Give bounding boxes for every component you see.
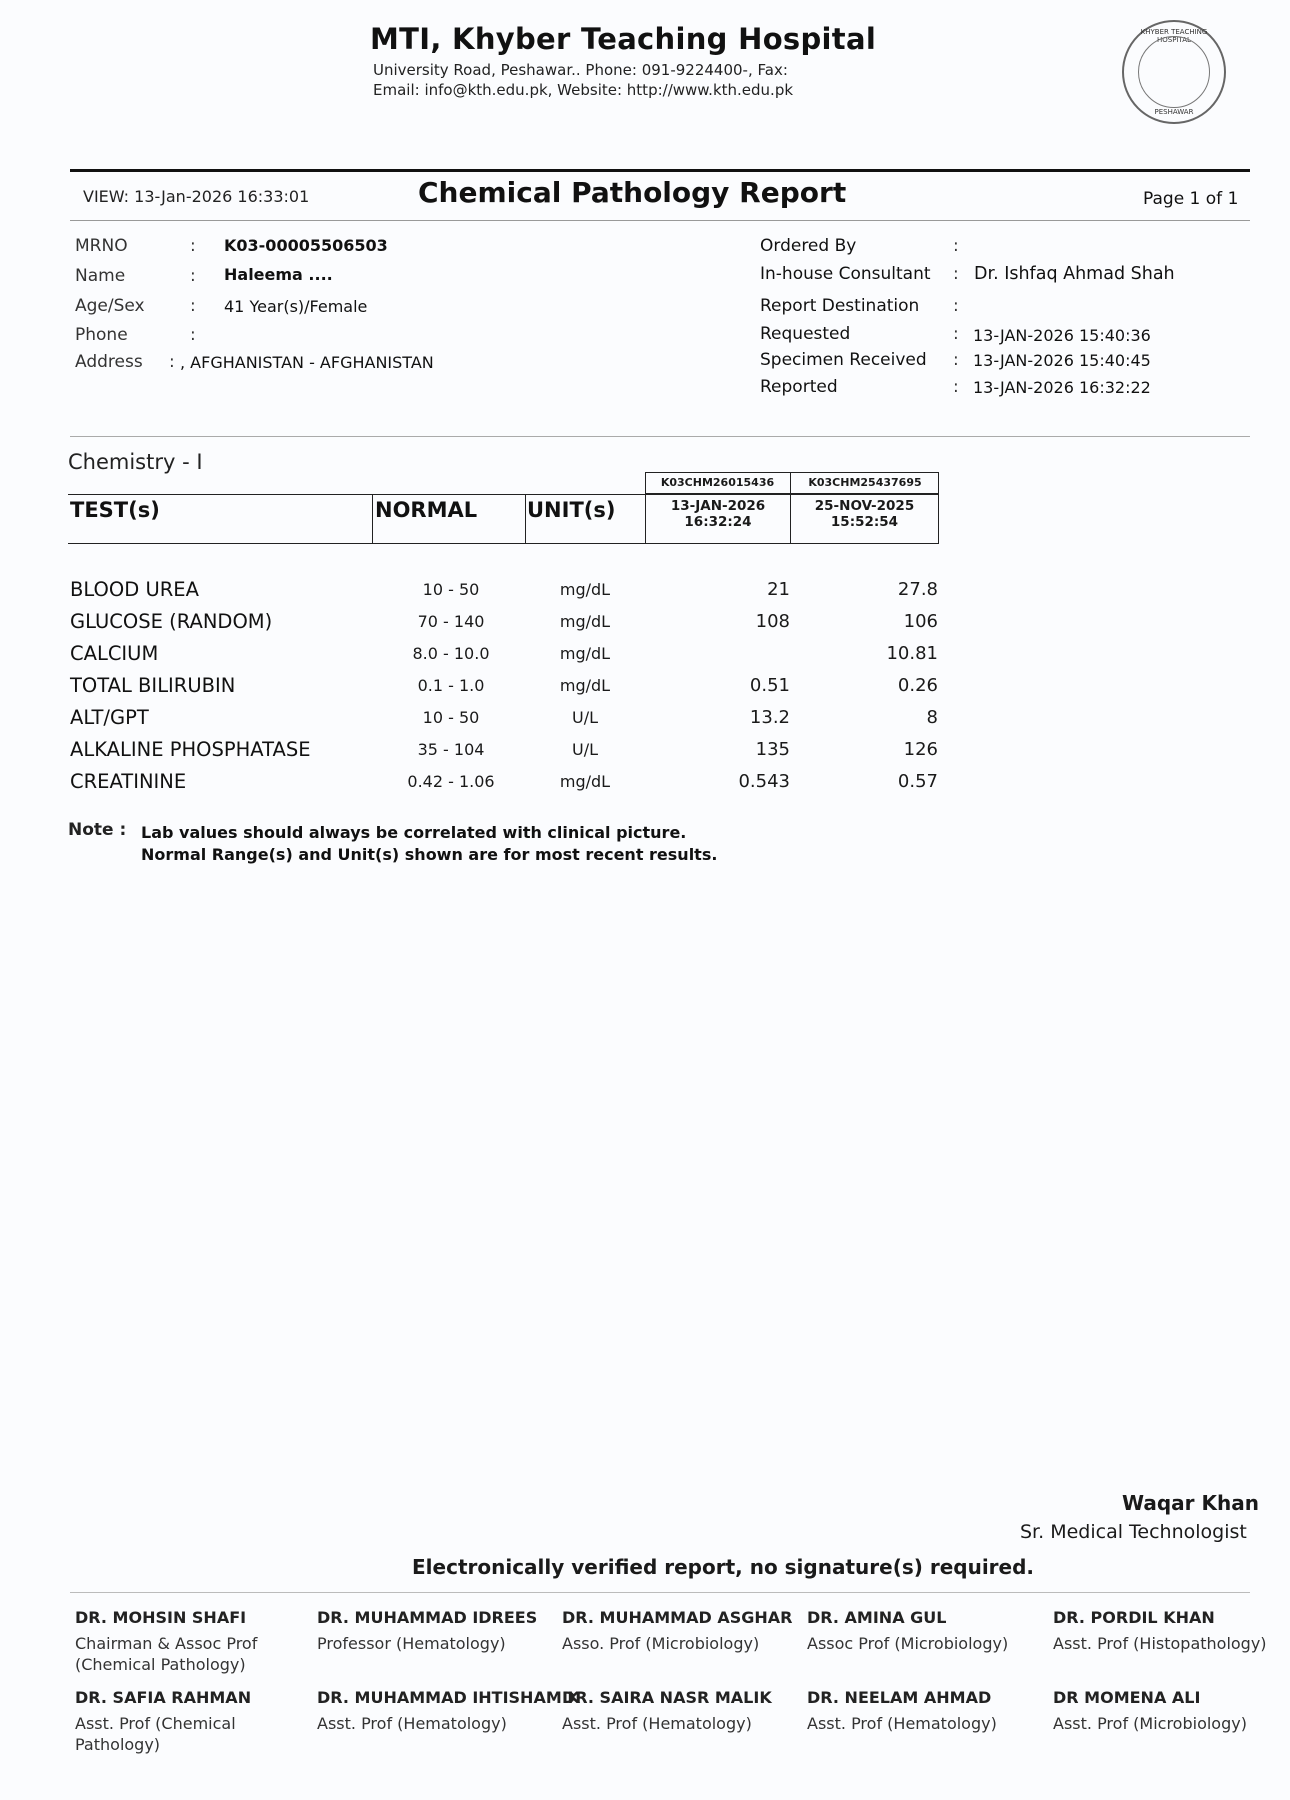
faculty-name: DR. SAFIA RAHMAN xyxy=(75,1688,252,1707)
result-run2: 27.8 xyxy=(897,579,938,600)
faculty-name: DR. MOHSIN SHAFI xyxy=(75,1608,247,1627)
mrno-value: K03-00005506503 xyxy=(224,236,388,255)
colon: : xyxy=(953,236,959,256)
received-value: 13-JAN-2026 15:40:45 xyxy=(973,351,1151,370)
faculty-title-continued: Pathology) xyxy=(75,1735,161,1754)
requested-label: Requested xyxy=(760,324,851,344)
result-run2: 8 xyxy=(926,707,938,728)
result-run1: 0.51 xyxy=(749,675,790,696)
result-run1: 135 xyxy=(755,739,790,760)
faculty-title: Asst. Prof (Hematology) xyxy=(317,1714,507,1733)
age-sex-label: Age/Sex xyxy=(75,296,145,316)
normal-range: 70 - 140 xyxy=(417,612,485,631)
hospital-seal-logo xyxy=(1122,20,1226,124)
test-name: TOTAL BILIRUBIN xyxy=(70,674,236,697)
faculty-title: Asso. Prof (Microbiology) xyxy=(562,1634,760,1653)
faculty-title: Asst. Prof (Hematology) xyxy=(562,1714,752,1733)
test-name: ALT/GPT xyxy=(70,706,149,729)
colon: : xyxy=(953,377,959,397)
faculty-name: DR. AMINA GUL xyxy=(807,1608,947,1627)
page-number: Page 1 of 1 xyxy=(1143,189,1239,209)
normal-range: 35 - 104 xyxy=(417,740,485,759)
faculty-title-continued: (Chemical Pathology) xyxy=(75,1655,246,1674)
unit: U/L xyxy=(571,708,598,727)
report-title: Chemical Pathology Report xyxy=(418,176,847,209)
test-name: GLUCOSE (RANDOM) xyxy=(70,610,273,633)
faculty-name: DR. NEELAM AHMAD xyxy=(807,1688,992,1707)
consultant-value: Dr. Ishfaq Ahmad Shah xyxy=(974,264,1175,284)
col-test: TEST(s) xyxy=(70,498,160,522)
colon: : xyxy=(190,325,196,345)
reported-value: 13-JAN-2026 16:32:22 xyxy=(973,378,1151,397)
run2-accession: K03CHM25437695 xyxy=(808,476,922,489)
view-timestamp: VIEW: 13-Jan-2026 16:33:01 xyxy=(83,187,310,206)
run2-date: 25-NOV-2025 xyxy=(814,498,915,514)
destination-label: Report Destination xyxy=(760,296,920,316)
header-top-line xyxy=(68,494,939,495)
test-name: BLOOD UREA xyxy=(70,578,199,601)
col-divider xyxy=(525,494,526,544)
run1-date: 13-JAN-2026 xyxy=(670,498,766,514)
unit: mg/dL xyxy=(559,644,611,663)
hospital-address: University Road, Peshawar.. Phone: 091-9224400-, Fax: xyxy=(373,61,788,79)
title-divider xyxy=(70,220,1250,221)
faculty-name: DR. PORDIL KHAN xyxy=(1053,1608,1215,1627)
faculty-title: Professor (Hematology) xyxy=(317,1634,506,1653)
unit: mg/dL xyxy=(559,580,611,599)
colon: : xyxy=(190,236,196,256)
colon: : xyxy=(953,296,959,316)
technologist-title: Sr. Medical Technologist xyxy=(1020,1521,1247,1543)
col-unit: UNIT(s) xyxy=(527,498,616,522)
seal-emblem-icon xyxy=(1138,36,1210,108)
test-name: CREATININE xyxy=(70,770,187,793)
header-bottom-line xyxy=(68,543,939,544)
result-run2: 126 xyxy=(903,739,938,760)
run1-time: 16:32:24 xyxy=(684,514,752,530)
colon: : xyxy=(953,324,959,344)
note-label: Note : xyxy=(68,820,127,840)
faculty-name: DR. SAIRA NASR MALIK xyxy=(562,1688,772,1707)
result-run1: 0.543 xyxy=(738,771,790,792)
colon: : xyxy=(953,264,959,284)
faculty-name: DR. MUHAMMAD IDREES xyxy=(317,1608,538,1627)
result-run2: 106 xyxy=(903,611,938,632)
ordered-by-label: Ordered By xyxy=(760,236,857,256)
name-label: Name xyxy=(75,266,126,286)
col-divider xyxy=(372,494,373,544)
normal-range: 0.1 - 1.0 xyxy=(417,676,485,695)
info-divider xyxy=(70,436,1250,437)
consultant-label: In-house Consultant xyxy=(760,264,931,284)
colon: : xyxy=(169,352,175,372)
run1-accession: K03CHM26015436 xyxy=(660,476,775,489)
faculty-name: DR MOMENA ALI xyxy=(1053,1688,1201,1707)
mrno-label: MRNO xyxy=(75,236,128,256)
section-title: Chemistry - I xyxy=(68,450,203,474)
address-value: , AFGHANISTAN - AFGHANISTAN xyxy=(180,353,434,372)
technologist-name: Waqar Khan xyxy=(1122,1491,1259,1515)
unit: U/L xyxy=(571,740,598,759)
colon: : xyxy=(190,296,196,316)
seal-text-top: KHYBER TEACHING HOSPITAL xyxy=(1140,28,1208,44)
result-run2: 10.81 xyxy=(886,643,938,664)
faculty-title: Asst. Prof (Chemical xyxy=(75,1714,236,1733)
colon: : xyxy=(953,350,959,370)
result-run1: 21 xyxy=(767,579,790,600)
note-line-1: Lab values should always be correlated with clinical picture. xyxy=(141,823,687,842)
hospital-name: MTI, Khyber Teaching Hospital xyxy=(370,22,877,56)
requested-value: 13-JAN-2026 15:40:36 xyxy=(973,326,1151,345)
normal-range: 10 - 50 xyxy=(422,580,480,599)
age-sex-value: 41 Year(s)/Female xyxy=(224,297,368,316)
phone-label: Phone xyxy=(75,325,128,345)
faculty-title: Asst. Prof (Histopathology) xyxy=(1053,1634,1267,1653)
result-run1: 13.2 xyxy=(749,707,790,728)
test-name: CALCIUM xyxy=(70,642,159,665)
faculty-name: DR. MUHAMMAD ASGHAR xyxy=(562,1608,793,1627)
colon: : xyxy=(190,266,196,286)
header-divider xyxy=(70,169,1250,172)
verification-statement: Electronically verified report, no signature(s) required. xyxy=(412,1555,1035,1579)
note-line-2: Normal Range(s) and Unit(s) shown are for most recent results. xyxy=(141,845,718,864)
unit: mg/dL xyxy=(559,772,611,791)
seal-text-bottom: PESHAWAR xyxy=(1154,108,1194,116)
unit: mg/dL xyxy=(559,676,611,695)
unit: mg/dL xyxy=(559,612,611,631)
faculty-title: Assoc Prof (Microbiology) xyxy=(807,1634,1009,1653)
normal-range: 0.42 - 1.06 xyxy=(407,772,495,791)
col-normal: NORMAL xyxy=(375,498,478,522)
test-name: ALKALINE PHOSPHATASE xyxy=(70,738,311,761)
faculty-title: Asst. Prof (Hematology) xyxy=(807,1714,997,1733)
result-run2: 0.57 xyxy=(897,771,938,792)
faculty-title: Chairman & Assoc Prof xyxy=(75,1634,258,1653)
run2-time: 15:52:54 xyxy=(830,514,899,530)
hospital-contact: Email: info@kth.edu.pk, Website: http://www.kth.edu.pk xyxy=(373,81,794,99)
result-run1: 108 xyxy=(755,611,790,632)
reported-label: Reported xyxy=(760,377,838,397)
normal-range: 8.0 - 10.0 xyxy=(412,644,490,663)
received-label: Specimen Received xyxy=(760,350,927,370)
normal-range: 10 - 50 xyxy=(422,708,480,727)
faculty-name: DR. MUHAMMAD IHTISHAM K xyxy=(317,1688,580,1707)
footer-divider xyxy=(70,1592,1250,1593)
result-run2: 0.26 xyxy=(897,675,938,696)
col-divider xyxy=(938,494,939,544)
name-value: Haleema .... xyxy=(224,265,333,284)
faculty-title: Asst. Prof (Microbiology) xyxy=(1053,1714,1247,1733)
address-label: Address xyxy=(75,352,143,372)
